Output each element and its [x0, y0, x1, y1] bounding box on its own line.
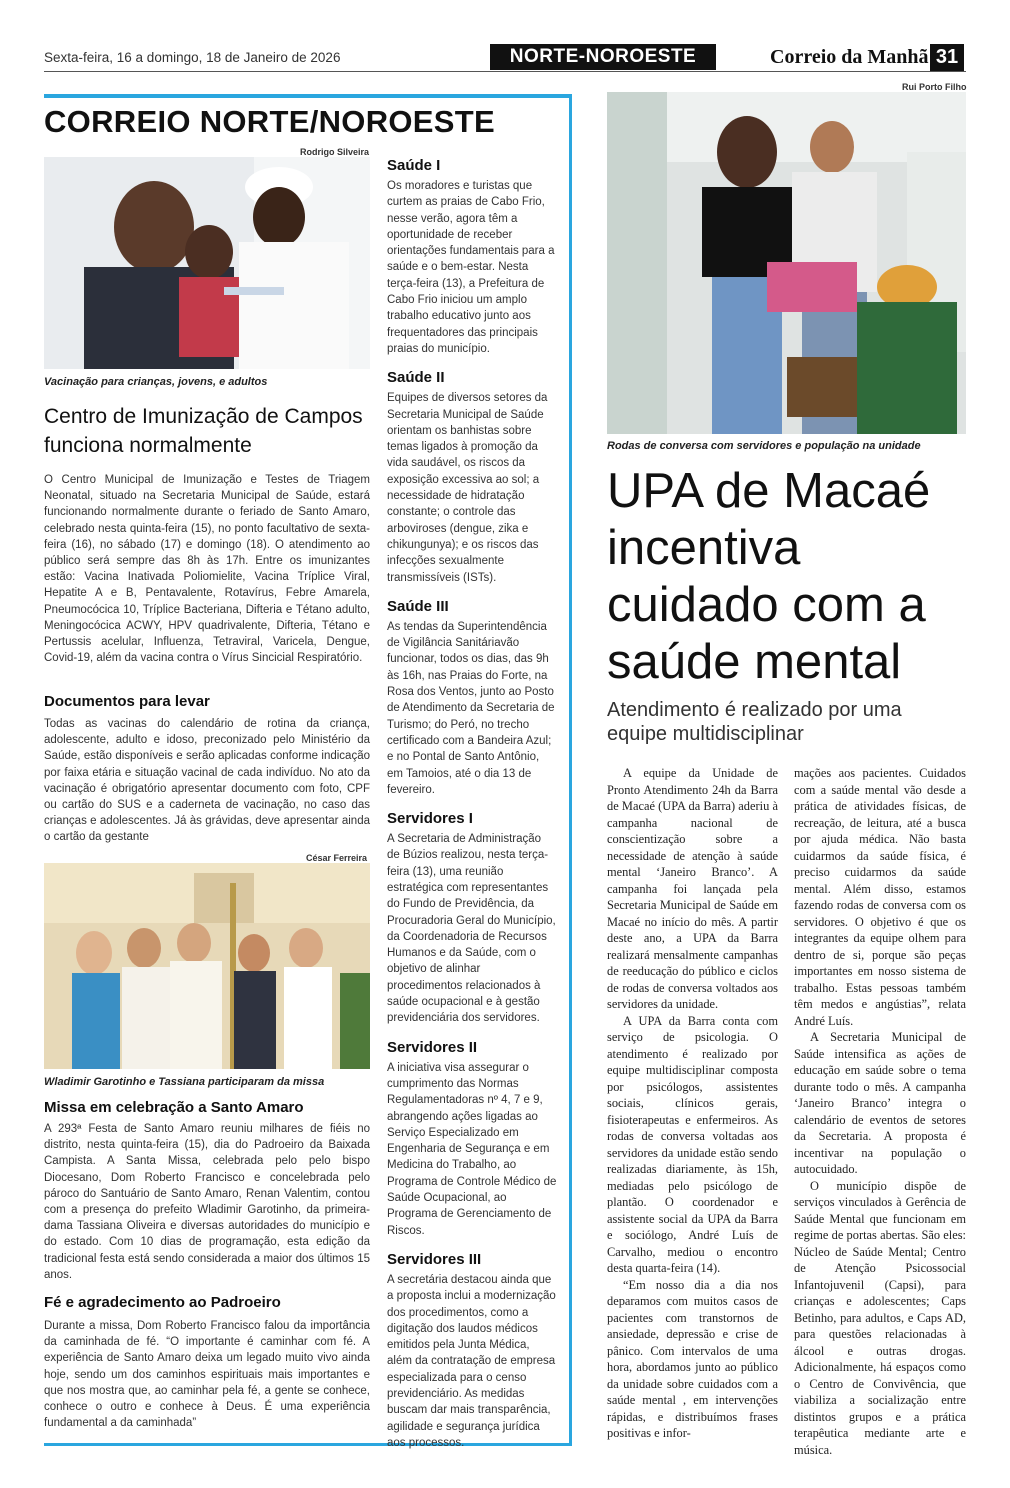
article1-subheading: Documentos para levar — [44, 693, 210, 710]
box-top-border — [44, 94, 572, 98]
article2-headline: Missa em celebração a Santo Amaro — [44, 1099, 304, 1116]
vaccination-photo — [44, 157, 370, 369]
brief-item — [387, 1251, 557, 1451]
brief-item — [387, 1039, 557, 1239]
brief-text: A iniciativa visa assegurar o cumprimento das Normas Regulamentadoras nº 4, 7 e 9, abrangendo ações ligadas ao Serviço Especializado em Engenharia de Segurança e em Medicina do Trabalho, ao Programa de Controle Médico de Saúde Ocupacional, ao Programa de Gerenciamento de Riscos. — [387, 1061, 557, 1237]
photo-credit-2: César Ferreira — [306, 853, 368, 863]
paragraph: A Secretaria Municipal de Saúde intensifica as ações de educação em saúde sobre o tema durante todo o mês. A campanha ‘Janeiro Branco’ integra o calendário de eventos de setores da Secretaria. A proposta é incentivar na população o autocuidado. — [794, 1030, 966, 1176]
article2-body: A 293ª Festa de Santo Amaro reuniu milhares de fiéis no distrito, nesta quinta-feira (15), dia do Padroeiro da Baixada Campista. A Santa Missa, celebrada pelo pelo bispo Diocesano, Dom Roberto Francisco e concelebrada pelo pároco do Santuário de Santo Amaro, Renan Valentim, contou com a presença do prefeito Wladimir Garotinho, da primeira-dama Tassiana Oliveira e diversas autoridades do município e do estado. Com 10 dias de programação, esta edição da tradicional festa está sendo considerada a maior dos últimos 15 anos. — [44, 1123, 370, 1281]
photo-credit-1: Rodrigo Silveira — [300, 147, 370, 157]
mass-photo — [44, 863, 370, 1069]
paragraph: O município dispõe de serviços vinculados à Gerência de Saúde Mental que funcionam em regime de portas abertas. São eles: Núcleo de Saúde Mental; Centro de Atenção Psicossocial Infantojuvenil (Capsi), para crianças e adolescentes; Caps Betinho, para adultos, e Caps AD, para questões relacionadas à álcool e outras drogas. Adicionalmente, há espaços como o Centro de Convivência, que viabiliza a socialização entre distintos grupos e a prática terapêutica mediante arte e música. — [794, 1178, 966, 1457]
brief-title: Saúde I — [387, 157, 441, 174]
edition-date: Sexta-feira, 16 a domingo, 18 de Janeiro de 2026 — [44, 50, 341, 65]
paragraph: mações aos pacientes. Cuidados com a saúde mental vão desde a prática de atividades físicas, de recreação, de leitura, até a busca por ajuda médica. Não basta cuidarmos da saúde física, é preciso cuidarmos da saúde mental. Além disso, estamos fazendo rodas de conversa com os servidores. O objetivo é que os integrantes da equipe olhem para dentro de si, porque são peças importantes em nosso sistema de trabalho. Estas pessoas também têm medos e angústias”, relata André Luís. — [794, 766, 966, 1028]
paragraph: “Em nosso dia a dia nos deparamos com muitos casos de pacientes com transtornos de ansiedade, depressão e crise de pânico. Com intervalos de uma hora, abordamos junto ao público da unidade sobre cuidados com a saúde mental , em intervenções rápidas, e distribuímos frases positivas e infor- — [607, 1277, 778, 1440]
sidebar-briefs — [387, 157, 557, 1463]
brief-item — [387, 157, 557, 357]
caption-main: Rodas de conversa com servidores e população na unidade — [607, 440, 921, 452]
page-number: 31 — [930, 44, 964, 71]
brief-title: Servidores II — [387, 1038, 478, 1056]
brief-item — [387, 598, 557, 798]
article1-sub-body: Todas as vacinas do calendário de rotina da criança, adolescente, adulto e idoso, preconizado pelo Ministério da Saúde, estão disponíveis e serão aplicadas conforme indicação por faixa etária e situação vacinal de cada indivíduo. No ato da vacinação é obrigatório apresentar documento com foto, CPF ou cartão do SUS e a caderneta de vacinação, no caso das crianças e adolescentes. Já às grávidas, deve apresentar ainda o cartão da gestante — [44, 718, 370, 844]
box-right-border — [569, 94, 572, 1446]
brief-text: A secretária destacou ainda que a proposta inclui a modernização dos procedimentos, como a digitação dos laudos médicos emitidos pela Junta Médica, além da contratação de empresa especializada para o censo previdenciário. As medidas buscam dar mais transparência, agilidade e segurança jurídica aos processos. — [387, 1273, 556, 1449]
brief-title: Servidores III — [387, 1250, 482, 1268]
brief-text: A Secretaria de Administração de Búzios realizou, nesta terça-feira (13), uma reunião estratégica com representantes do Fundo de Previdência, da Procuradoria Geral do Município, da Coordenadoria de Recursos Humanos e da Saúde, com o objetivo de alinhar procedimentos relacionados à saúde ocupacional e à gestão previdenciária dos servidores. — [387, 833, 556, 1025]
main-body-col1 — [607, 765, 778, 1442]
caption-1: Vacinação para crianças, jovens, e adultos — [44, 376, 268, 388]
main-body-col2 — [794, 765, 966, 1458]
brief-item — [387, 810, 557, 1027]
article2-subheading: Fé e agradecimento ao Padroeiro — [44, 1294, 281, 1311]
article2-sub-body: Durante a missa, Dom Roberto Francisco falou da importância da caminhada de fé. “O importante é caminhar com fé. A experiência de Santo Amaro deixa um legado muito vivo ainda hoje, sendo um dos caminhos espirituais mais importantes e que nos mostra que, ao caminhar pela fé, a gente se conhece, conhece o outro e conhece à Deus. É uma experiência fundamental a da caminhada” — [44, 1320, 370, 1430]
brief-title: Saúde III — [387, 597, 449, 615]
brief-text: As tendas da Superintendência de Vigilância Sanitáriavão funcionar, todos os dias, das 9h às 16h, nas Praias do Forte, na Rosa dos Ventos, junto ao Posto de Atendimento da Secretaria de Turismo; do Peró, no trecho certificado com a Bandeira Azul; e no Pontal de Santo Antônio, em Tamoios, até o dia 13 de fevereiro. — [387, 620, 555, 796]
article1-headline: Centro de Imunização de Campos funciona normalmente — [44, 405, 363, 457]
main-subtitle: Atendimento é realizado por uma equipe multidisciplinar — [607, 699, 902, 745]
upa-photo — [607, 92, 966, 434]
header-divider — [44, 71, 966, 72]
brief-title: Saúde II — [387, 369, 445, 387]
brief-item — [387, 369, 557, 586]
newspaper-logo: Correio da Manhã — [770, 46, 929, 68]
main-headline: UPA de Macaé incentiva cuidado com a saúde mental — [607, 464, 931, 689]
brief-text: Equipes de diversos setores da Secretaria Municipal de Saúde orientam os banhistas sobre temas ligados à promoção da vida saudável, os riscos da exposição excessiva ao sol; a necessidade de hidratação constante; o controle das arboviroses (dengue, zika e chikungunya); e os riscos das infecções sexualmente transmissíveis (ISTs). — [387, 392, 548, 584]
brief-text: Os moradores e turistas que curtem as praias de Cabo Frio, nesse verão, agora têm a oportunidade de receber orientações fundamentais para a saúde e o bem-estar. Nesta terça-feira (13), a Prefeitura de Cabo Frio iniciou um amplo trabalho educativo junto aos frequentadores das principais praias do município. — [387, 180, 555, 355]
photo-credit-main: Rui Porto Filho — [902, 82, 967, 92]
box-title: CORREIO NORTE/NOROESTE — [44, 104, 495, 139]
paragraph: A UPA da Barra conta com serviço de psicologia. O atendimento é realizado por equipe multidisciplinar composta por psicólogos, assistentes sociais, clínicos gerais, fisioterapeutas e enfermeiros. As rodas de conversa voltadas aos servidores da unidade estão sendo realizadas diariamente, às 15h, mediadas pelo psicólogo de plantão. O coordenador e assistente social da UPA da Barra e sociólogo, André Luís de Carvalho, mediou o encontro desta quarta-feira (14). — [607, 1013, 778, 1275]
section-label: NORTE-NOROESTE — [490, 44, 716, 70]
caption-2: Wladimir Garotinho e Tassiana participaram da missa — [44, 1076, 325, 1088]
paragraph: A equipe da Unidade de Pronto Atendimento 24h da Barra de Macaé (UPA da Barra) aderiu à campanha nacional de conscientização sobre a necessidade de atenção à saúde mental ‘Janeiro Branco’. A campanha foi lançada pela Secretaria Municipal de Saúde em Macaé no início do mês. A partir deste ano, a UPA da Barra realizará mensalmente campanhas de reeducação do público e ciclos de rodas de conversa voltados aos servidores da unidade. — [607, 766, 778, 1011]
article1-body: O Centro Municipal de Imunização e Testes de Triagem Neonatal, situado na Secretaria Municipal de Saúde, estará funcionando normalmente durante o feriado de Santo Amaro, celebrado nesta quinta-feira (15), no ponto facultativo de sexta-feira (16), no sábado (17) e domingo (18). O atendimento ao público será sempre das 8h às 17h. Entre os imunizantes estão: Vacina Inativada Poliomielite, Vacina Tríplice Viral, Hepatite A e B, Pentavalente, Rotavírus, Febre Amarela, Pneumocócica 10, Tríplice Bacteriana, Difteria e Tétano adulto, Meningocócica ACWY, HPV quadrivalente, Difteria, Tétano e Pertussis acelular, Influenza, Tetraviral, Varicela, Dengue, Covid-19, além da vacina contra o Vírus Sincicial Respiratório. — [44, 474, 370, 665]
brief-title: Servidores I — [387, 810, 473, 828]
